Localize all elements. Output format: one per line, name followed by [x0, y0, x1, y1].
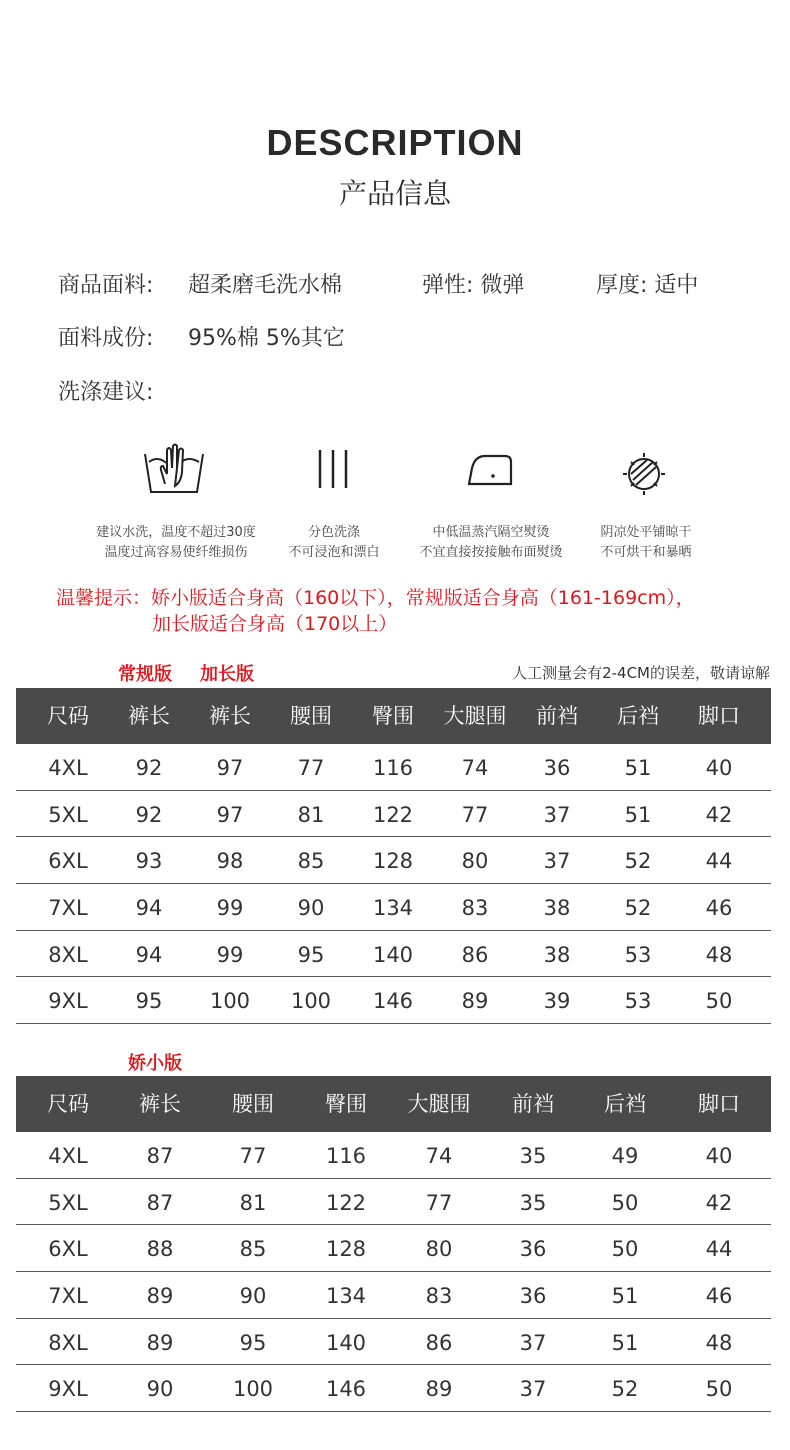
table-cell: 8XL [48, 942, 88, 967]
header-cell: 臀围 [372, 704, 414, 728]
table-cell: 80 [425, 1237, 453, 1262]
table-row [16, 1179, 771, 1226]
table-cell: 42 [705, 1190, 733, 1215]
header-cell: 脚口 [698, 704, 740, 728]
page-title-en: DESCRIPTION [266, 122, 524, 163]
table-cell: 99 [216, 942, 244, 967]
thickness: 厚度: 适中 [596, 273, 699, 298]
composition-label: 面料成份: [58, 326, 154, 351]
table-cell: 77 [239, 1144, 267, 1168]
header-cell: 裤长 [209, 704, 251, 728]
care-label: 洗涤建议: [58, 380, 154, 405]
header-cell: 尺码 [47, 704, 89, 728]
table-cell: 90 [297, 896, 325, 921]
table-cell: 90 [146, 1377, 174, 1402]
table-cell: 88 [146, 1237, 174, 1262]
table-cell: 51 [611, 1284, 639, 1309]
header-cell: 前裆 [536, 704, 578, 728]
table-cell: 99 [216, 896, 244, 921]
care-text-iron: 中低温蒸汽隔空熨烫 不宜直接按接触布面熨烫 [419, 525, 563, 560]
table-cell: 46 [705, 1284, 733, 1309]
table-header [16, 1076, 771, 1132]
table-cell: 94 [135, 942, 163, 967]
table-cell: 36 [519, 1237, 547, 1262]
table-cell: 100 [290, 989, 332, 1014]
label-long: 加长版 [200, 664, 254, 685]
table-cell: 80 [461, 849, 489, 874]
table-cell: 48 [705, 942, 733, 967]
table-row [16, 791, 771, 838]
table-cell: 51 [624, 756, 652, 780]
table-cell: 83 [425, 1284, 453, 1309]
care-text-wash: 建议水洗，温度不超过30度 温度过高容易使纤维损伤 [96, 525, 256, 560]
table-cell: 146 [325, 1377, 367, 1402]
table-cell: 140 [372, 942, 414, 967]
table-row [16, 744, 771, 791]
table-cell: 38 [543, 942, 571, 967]
table-cell: 51 [611, 1330, 639, 1355]
size-table-regular [16, 688, 771, 1024]
measurement-note: 人工测量会有2-4CM的误差，敬请谅解 [512, 664, 770, 682]
table-cell: 122 [372, 802, 414, 827]
table-cell: 48 [705, 1330, 733, 1355]
header-cell: 后裆 [604, 1092, 646, 1116]
header-cell: 后裆 [617, 704, 659, 728]
header-cell: 大腿围 [443, 704, 507, 728]
table-cell: 37 [543, 802, 571, 827]
table-cell: 100 [209, 989, 251, 1014]
table-cell: 97 [216, 802, 244, 827]
header-cell: 脚口 [698, 1092, 740, 1116]
table-row [16, 1132, 771, 1179]
fabric-value: 超柔磨毛洗水棉 [188, 273, 343, 298]
table-cell: 146 [372, 989, 414, 1014]
table-cell: 89 [146, 1284, 174, 1309]
table-cell: 116 [325, 1144, 367, 1168]
table-cell: 52 [624, 896, 652, 921]
table-cell: 90 [239, 1284, 267, 1309]
table-cell: 46 [705, 896, 733, 921]
table-cell: 44 [705, 1237, 733, 1262]
table-cell: 77 [425, 1190, 453, 1215]
table-cell: 53 [624, 942, 652, 967]
table-cell: 134 [372, 896, 414, 921]
tip-line-2: 加长版适合身高（170以上） [152, 613, 398, 635]
table-cell: 87 [146, 1190, 174, 1215]
table-cell: 37 [519, 1330, 547, 1355]
table-cell: 50 [705, 989, 733, 1014]
table-cell: 128 [325, 1237, 367, 1262]
shade-dry-icon [609, 440, 679, 500]
table-cell: 100 [232, 1377, 274, 1402]
label-petite: 娇小版 [128, 1053, 182, 1074]
table-cell: 6XL [48, 1237, 88, 1262]
header-cell: 前裆 [512, 1092, 554, 1116]
table-cell: 85 [239, 1237, 267, 1262]
table-cell: 9XL [48, 1377, 88, 1402]
table-cell: 49 [611, 1144, 639, 1168]
size-table-petite [16, 1076, 771, 1412]
table-cell: 89 [425, 1377, 453, 1402]
table-cell: 36 [519, 1284, 547, 1309]
care-text-dry: 阴凉处平铺晾干 不可烘干和暴晒 [600, 525, 692, 560]
table-row [16, 837, 771, 884]
table-cell: 95 [239, 1330, 267, 1355]
table-cell: 85 [297, 849, 325, 874]
table-cell: 94 [135, 896, 163, 921]
separate-wash-icon [298, 440, 368, 500]
table-row [16, 884, 771, 931]
table-cell: 83 [461, 896, 489, 921]
table-cell: 122 [325, 1190, 367, 1215]
table-cell: 39 [543, 989, 571, 1014]
table-cell: 7XL [48, 896, 88, 921]
table-cell: 98 [216, 849, 244, 874]
table-cell: 7XL [48, 1284, 88, 1309]
table-cell: 52 [624, 849, 652, 874]
table-cell: 52 [611, 1377, 639, 1402]
table-cell: 74 [425, 1144, 453, 1168]
table-cell: 128 [372, 849, 414, 874]
table-cell: 4XL [48, 756, 88, 780]
table-cell: 95 [135, 989, 163, 1014]
table-cell: 77 [297, 756, 325, 780]
table-cell: 87 [146, 1144, 174, 1168]
table-cell: 134 [325, 1284, 367, 1309]
table-cell: 95 [297, 942, 325, 967]
table-cell: 116 [372, 756, 414, 780]
label-regular: 常规版 [118, 664, 172, 685]
header-cell: 腰围 [290, 704, 332, 728]
table-row [16, 1272, 771, 1319]
table-cell: 35 [519, 1190, 547, 1215]
table-row [16, 1319, 771, 1366]
elasticity: 弹性: 微弹 [422, 273, 525, 298]
table-cell: 86 [461, 942, 489, 967]
table-cell: 50 [611, 1190, 639, 1215]
table-cell: 74 [461, 756, 489, 780]
table-cell: 6XL [48, 849, 88, 874]
table-cell: 89 [146, 1330, 174, 1355]
header-cell: 大腿围 [407, 1092, 471, 1116]
table-cell: 50 [611, 1237, 639, 1262]
table-cell: 86 [425, 1330, 453, 1355]
table-cell: 37 [543, 849, 571, 874]
table-cell: 9XL [48, 989, 88, 1014]
table-row [16, 931, 771, 978]
table-cell: 53 [624, 989, 652, 1014]
table-header [16, 688, 771, 744]
table-cell: 42 [705, 802, 733, 827]
header-cell: 裤长 [139, 1092, 181, 1116]
page-title-cn: 产品信息 [338, 177, 451, 210]
table-cell: 92 [135, 802, 163, 827]
table-cell: 81 [297, 802, 325, 827]
table-row [16, 1225, 771, 1272]
table-cell: 81 [239, 1190, 267, 1215]
table-cell: 40 [705, 1144, 733, 1168]
table-row [16, 1365, 771, 1412]
table-cell: 77 [461, 802, 489, 827]
table-cell: 8XL [48, 1330, 88, 1355]
header-cell: 腰围 [232, 1092, 274, 1116]
table-cell: 140 [325, 1330, 367, 1355]
table-cell: 92 [135, 756, 163, 780]
table-cell: 5XL [48, 1190, 88, 1215]
composition-value: 95%棉 5%其它 [188, 326, 345, 351]
table-cell: 36 [543, 756, 571, 780]
table-cell: 4XL [48, 1144, 88, 1168]
care-text-separate: 分色洗涤 不可浸泡和漂白 [288, 525, 380, 560]
table-row [16, 977, 771, 1024]
table-cell: 50 [705, 1377, 733, 1402]
table-cell: 89 [461, 989, 489, 1014]
hand-wash-icon [139, 440, 209, 500]
table-cell: 5XL [48, 802, 88, 827]
table-cell: 35 [519, 1144, 547, 1168]
table-cell: 97 [216, 756, 244, 780]
header-cell: 尺码 [47, 1092, 89, 1116]
table-cell: 38 [543, 896, 571, 921]
table-cell: 40 [705, 756, 733, 780]
table-cell: 37 [519, 1377, 547, 1402]
table-cell: 44 [705, 849, 733, 874]
header-cell: 裤长 [128, 704, 170, 728]
fabric-label: 商品面料: [58, 273, 154, 298]
table-cell: 93 [135, 849, 163, 874]
tip-line-1: 温馨提示：娇小版适合身高（160以下），常规版适合身高（161-169cm）， [56, 587, 695, 609]
header-cell: 臀围 [325, 1092, 367, 1116]
table-cell: 51 [624, 802, 652, 827]
iron-icon [455, 440, 525, 500]
